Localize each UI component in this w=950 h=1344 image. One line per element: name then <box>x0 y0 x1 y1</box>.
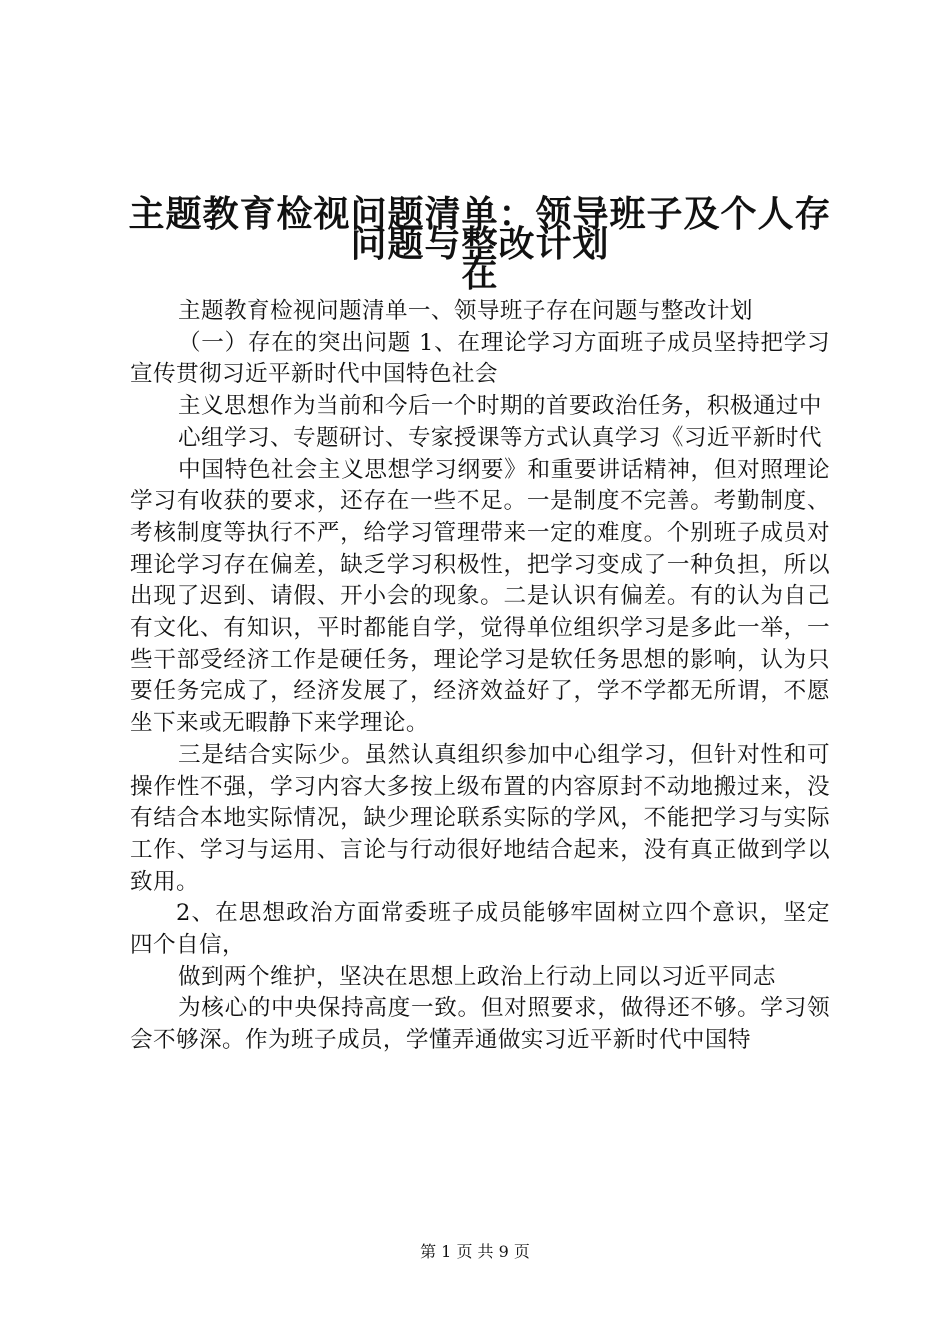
paragraph: 主题教育检视问题清单一、领导班子存在问题与整改计划 <box>178 298 753 324</box>
document-title-line-1: 主题教育检视问题清单：领导班子及个人存在 <box>128 193 832 295</box>
paragraph: 为核心的中央保持高度一致。但对照要求，做得还不够。学习领会不够深。作为班子成员，学懂弄通做实习近平新时代中国特 <box>130 995 830 1054</box>
document-body <box>130 296 830 1057</box>
paragraph: 中国特色社会主义思想学习纲要》和重要讲话精神，但对照理论学习有收获的要求，还存在一些不足。一是制度不完善。考勤制度、考核制度等执行不严，给学习管理带来一定的难度。个别班子成员对理论学习存在偏差，缺乏学习积极性，把学习变成了一种负担，所以出现了迟到、请假、开小会的现象。二是认识有偏差。有的认为自己有文化、有知识，平时都能自学，觉得单位组织学习是多此一举，一些干部受经济工作是硬任务，理论学习是软任务思想的影响，认为只要任务完成了，经济发展了，经济效益好了，学不学都无所谓，不愿坐下来或无暇静下来学理论。 <box>130 456 830 737</box>
paragraph: （一）存在的突出问题 1、在理论学习方面班子成员坚持把学习宣传贯彻习近平新时代中国特色社会 <box>130 329 830 388</box>
page-footer <box>0 1242 950 1262</box>
paragraph: 心组学习、专题研讨、专家授课等方式认真学习《习近平新时代 <box>178 424 822 451</box>
document-title-line-2: 问题与整改计划 <box>350 223 610 265</box>
paragraph: 2、在思想政治方面常委班子成员能够牢固树立四个意识，坚定四个自信， <box>130 900 830 959</box>
paragraph: 主义思想作为当前和今后一个时期的首要政治任务，积极通过中 <box>178 393 822 420</box>
page-number: 第 1 页 共 9 页 <box>420 1242 530 1261</box>
paragraph: 做到两个维护，坚决在思想上政治上行动上同以习近平同志 <box>178 963 776 990</box>
paragraph: 三是结合实际少。虽然认真组织参加中心组学习，但针对性和可操作性不强，学习内容大多按上级布置的内容原封不动地搬过来，没有结合本地实际情况，缺少理论联系实际的学风，不能把学习与实际工作、学习与运用、言论与行动很好地结合起来，没有真正做到学以致用。 <box>130 741 830 895</box>
